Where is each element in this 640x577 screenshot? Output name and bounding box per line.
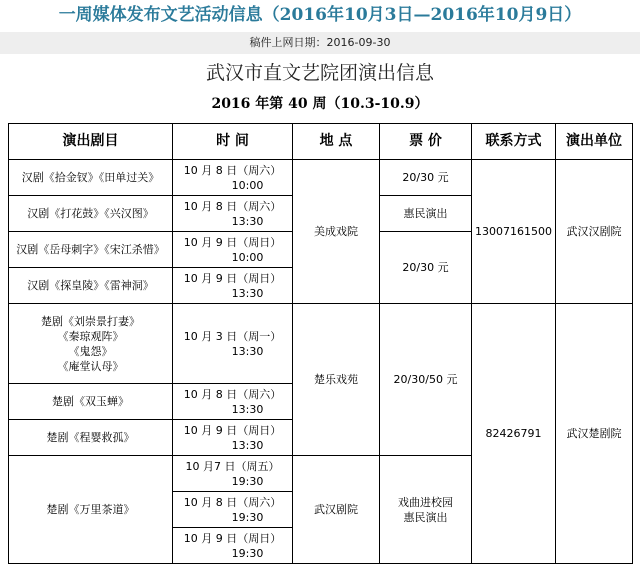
program-name: 汉剧《打花鼓》《兴汉图》 xyxy=(27,207,154,220)
post-date: 稿件上网日期：2016-09-30 xyxy=(0,32,640,54)
program-name: 汉剧《拾金钗》《田单过关》 xyxy=(21,171,160,184)
date-text: 10 月 3 日（周一） xyxy=(183,329,282,343)
price-text: 20/30/50 元 xyxy=(393,373,458,386)
clock-text: 10:00 xyxy=(231,250,264,264)
program-line: 《秦琼观阵》 xyxy=(57,329,124,343)
program-line: 《鬼怨》 xyxy=(68,344,113,358)
date-text: 10 月 8 日（周六） xyxy=(183,495,282,509)
banner-title: 一周媒体发布文艺活动信息（2016年10月3日—2016年10月9日） xyxy=(58,5,582,25)
price-cell xyxy=(380,304,472,456)
time-cell xyxy=(173,304,293,384)
program-cell xyxy=(9,420,173,456)
troupe-name: 武汉汉剧院 xyxy=(566,225,622,238)
time-cell xyxy=(173,232,293,268)
date-text: 10 月 9 日（周日） xyxy=(183,423,282,437)
price-cell xyxy=(380,160,472,196)
contact-phone: 82426791 xyxy=(485,427,542,440)
clock-text: 13:30 xyxy=(231,286,264,300)
program-name: 楚剧《双玉蝉》 xyxy=(52,395,129,408)
header-troupe: 演出单位 xyxy=(556,124,633,160)
program-name: 楚剧《程婴救孤》 xyxy=(46,431,135,444)
time-cell xyxy=(173,268,293,304)
time-cell xyxy=(173,492,293,528)
date-text: 10 月 8 日（周六） xyxy=(183,163,282,177)
clock-text: 19:30 xyxy=(231,474,264,488)
troupe-name: 武汉楚剧院 xyxy=(566,427,622,440)
program-name: 楚剧《万里茶道》 xyxy=(46,503,135,516)
table-row xyxy=(9,304,633,384)
date-text: 10 月7 日（周五） xyxy=(185,459,280,473)
program-line: 《庵堂认母》 xyxy=(57,359,124,373)
price-cell xyxy=(380,232,472,304)
clock-text: 13:30 xyxy=(231,344,264,358)
time-cell xyxy=(173,160,293,196)
header-program: 演出剧目 xyxy=(9,124,173,160)
price-cell xyxy=(380,456,472,564)
time-cell xyxy=(173,456,293,492)
date-text: 10 月 9 日（周日） xyxy=(183,235,282,249)
program-cell xyxy=(9,456,173,564)
program-cell xyxy=(9,196,173,232)
venue-name: 楚乐戏苑 xyxy=(314,373,358,386)
time-cell xyxy=(173,196,293,232)
contact-cell xyxy=(472,304,556,564)
schedule-table xyxy=(8,123,633,564)
time-cell xyxy=(173,420,293,456)
page-title: 武汉市直文艺院团演出信息 xyxy=(205,62,434,84)
contact-phone: 13007161500 xyxy=(475,225,552,238)
date-text: 10 月 8 日（周六） xyxy=(183,199,282,213)
program-name: 汉剧《岳母刺字》《宋江杀惜》 xyxy=(16,243,165,256)
clock-text: 10:00 xyxy=(231,178,264,192)
program-cell xyxy=(9,304,173,384)
price-text: 20/30 元 xyxy=(402,171,449,184)
header-contact: 联系方式 xyxy=(472,124,556,160)
table-header-row xyxy=(9,124,633,160)
price-text: 惠民演出 xyxy=(403,510,448,524)
price-cell xyxy=(380,196,472,232)
price-text: 戏曲进校园 xyxy=(398,495,453,509)
clock-text: 13:30 xyxy=(231,438,264,452)
program-cell xyxy=(9,384,173,420)
contact-cell xyxy=(472,160,556,304)
program-line: 楚剧《刘崇景打妻》 xyxy=(41,314,140,328)
clock-text: 19:30 xyxy=(231,546,264,560)
header-venue: 地 点 xyxy=(293,124,380,160)
program-cell xyxy=(9,268,173,304)
date-text: 10 月 9 日（周日） xyxy=(183,271,282,285)
program-cell xyxy=(9,232,173,268)
time-cell xyxy=(173,384,293,420)
troupe-cell xyxy=(556,160,633,304)
venue-cell xyxy=(293,304,380,456)
clock-text: 13:30 xyxy=(231,402,264,416)
venue-cell xyxy=(293,456,380,564)
venue-name: 武汉剧院 xyxy=(314,503,358,516)
venue-name: 美成戏院 xyxy=(314,225,358,238)
venue-cell xyxy=(293,160,380,304)
clock-text: 13:30 xyxy=(231,214,264,228)
clock-text: 19:30 xyxy=(231,510,264,524)
troupe-cell xyxy=(556,304,633,564)
price-text: 20/30 元 xyxy=(402,261,449,274)
program-name: 汉剧《探皇陵》《雷神洞》 xyxy=(27,279,154,292)
table-row xyxy=(9,160,633,196)
date-text: 10 月 9 日（周日） xyxy=(183,531,282,545)
program-cell xyxy=(9,160,173,196)
price-text: 惠民演出 xyxy=(403,207,448,220)
time-cell xyxy=(173,528,293,564)
date-text: 10 月 8 日（周六） xyxy=(183,387,282,401)
header-time: 时 间 xyxy=(173,124,293,160)
week-label: 2016 年第 40 周（10.3-10.9） xyxy=(211,96,429,112)
header-price: 票 价 xyxy=(380,124,472,160)
